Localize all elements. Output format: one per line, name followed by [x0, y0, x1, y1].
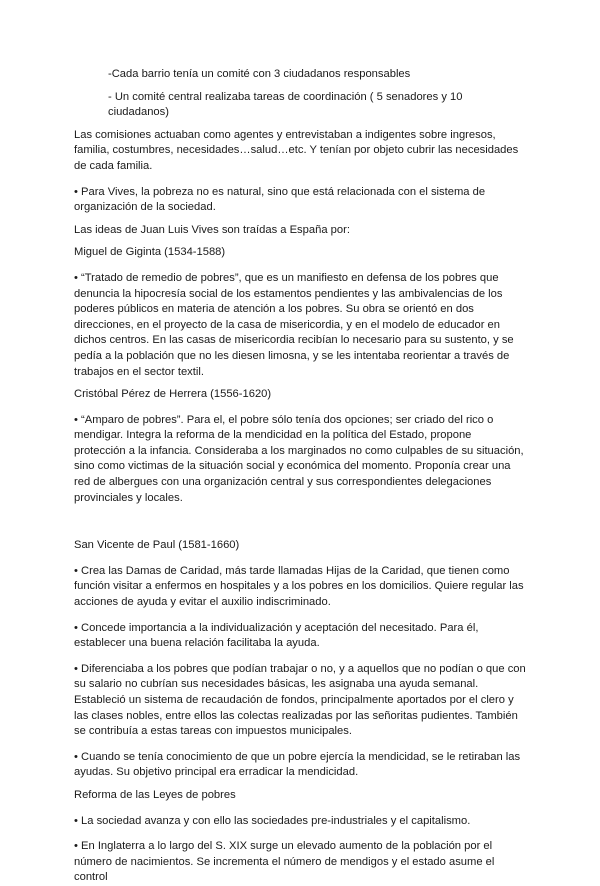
heading-san-vicente-de-paul: San Vicente de Paul (1581-1660) [74, 539, 240, 552]
bullet-mendicidad: • Cuando se tenía conocimiento de que un pobre ejercía la mendicidad, se le retiraban las ayudas. Su objetivo principal era erradicar la mendicidad. [74, 750, 521, 779]
paragraph-commissions: Las comisiones actuaban como agentes y entrevistaban a indigentes sobre ingresos, familia, costumbres, necesidades…salud…etc. Y tenían por objeto cubrir las necesidades de cada familia. [74, 128, 519, 172]
bullet-diferenciaba-pobres: • Diferenciaba a los pobres que podían trabajar o no, y a aquellos que no podían o que con su salario no cubrían sus necesidades básicas, les asignaba una ayuda semanal. Estableció un sistema de recaudación de fondos, principalmente aportados por el clero y las clases nobles, entre ellos las colectas realizadas por las señoritas pudientes. También se contribuía a estas tareas con impuestos municipales. [74, 662, 526, 738]
heading-reforma-leyes-pobres: Reforma de las Leyes de pobres [74, 788, 236, 801]
bullet-individualizacion: • Concede importancia a la individualización y aceptación del necesitado. Para él, establecer una buena relación facilitaba la ayuda. [74, 621, 479, 650]
bullet-damas-de-caridad: • Crea las Damas de Caridad, más tarde llamadas Hijas de la Caridad, que tienen como función visitar a enfermos en hospitales y a los pobres en los domicilios. Quiere regular las acciones de ayuda y evitar el auxilio indiscriminado. [74, 564, 524, 609]
bullet-amparo-de-pobres: • “Amparo de pobres”. Para el, el pobre sólo tenía dos opciones; ser criado del rico o mendigar. Integra la reforma de la mendicidad en la política del Estado, propone protección a la infancia. Consideraba a los marginados no como culpables de su situación, sino como victimas de la situación social y económica del momento. Proponía crear una red de albergues con una organización central y sus correspondientes delegaciones provinciales y locales. [74, 413, 524, 504]
list-item-barrio-committee: -Cada barrio tenía un comité con 3 ciudadanos responsables [108, 68, 411, 80]
bullet-giginta-tratado: • “Tratado de remedio de pobres”, que es un manifiesto en defensa de los pobres que denuncia la hipocresía social de los estamentos pendientes y las ambivalencias de los poderes públicos en materia de atención a los pobres. Su obra se orientó en dos direcciones, en el proyecto de la casa de misericordia, y en el modelo de educador en dichos centros. En las casas de misericordia recibían lo necesario para su sustento, y se pedía a la población que no les diesen limosna, y se les intentaba reorientar a través de trabajos en el sector textil. [74, 271, 514, 378]
paragraph-vives-ideas: Las ideas de Juan Luis Vives son traídas a España por: [74, 223, 350, 236]
list-item-central-committee: - Un comité central realizaba tareas de coordinación ( 5 senadores y 10 ciudadanos) [108, 90, 463, 119]
heading-giginta: Miguel de Giginta (1534-1588) [74, 246, 226, 259]
bullet-vives-poverty: • Para Vives, la pobreza no es natural, sino que está relacionada con el sistema de organización de la sociedad. [74, 185, 486, 214]
bullet-sociedad-avanza: • La sociedad avanza y con ello las sociedades pre-industriales y el capitalismo. [74, 814, 471, 827]
heading-perez-de-herrera: Cristóbal Pérez de Herrera (1556-1620) [74, 388, 272, 401]
bullet-inglaterra-siglo-xix: • En Inglaterra a lo largo del S. XIX surge un elevado aumento de la población por el número de nacimientos. Se incrementa el número de mendigos y el estado asume el control [74, 840, 495, 884]
